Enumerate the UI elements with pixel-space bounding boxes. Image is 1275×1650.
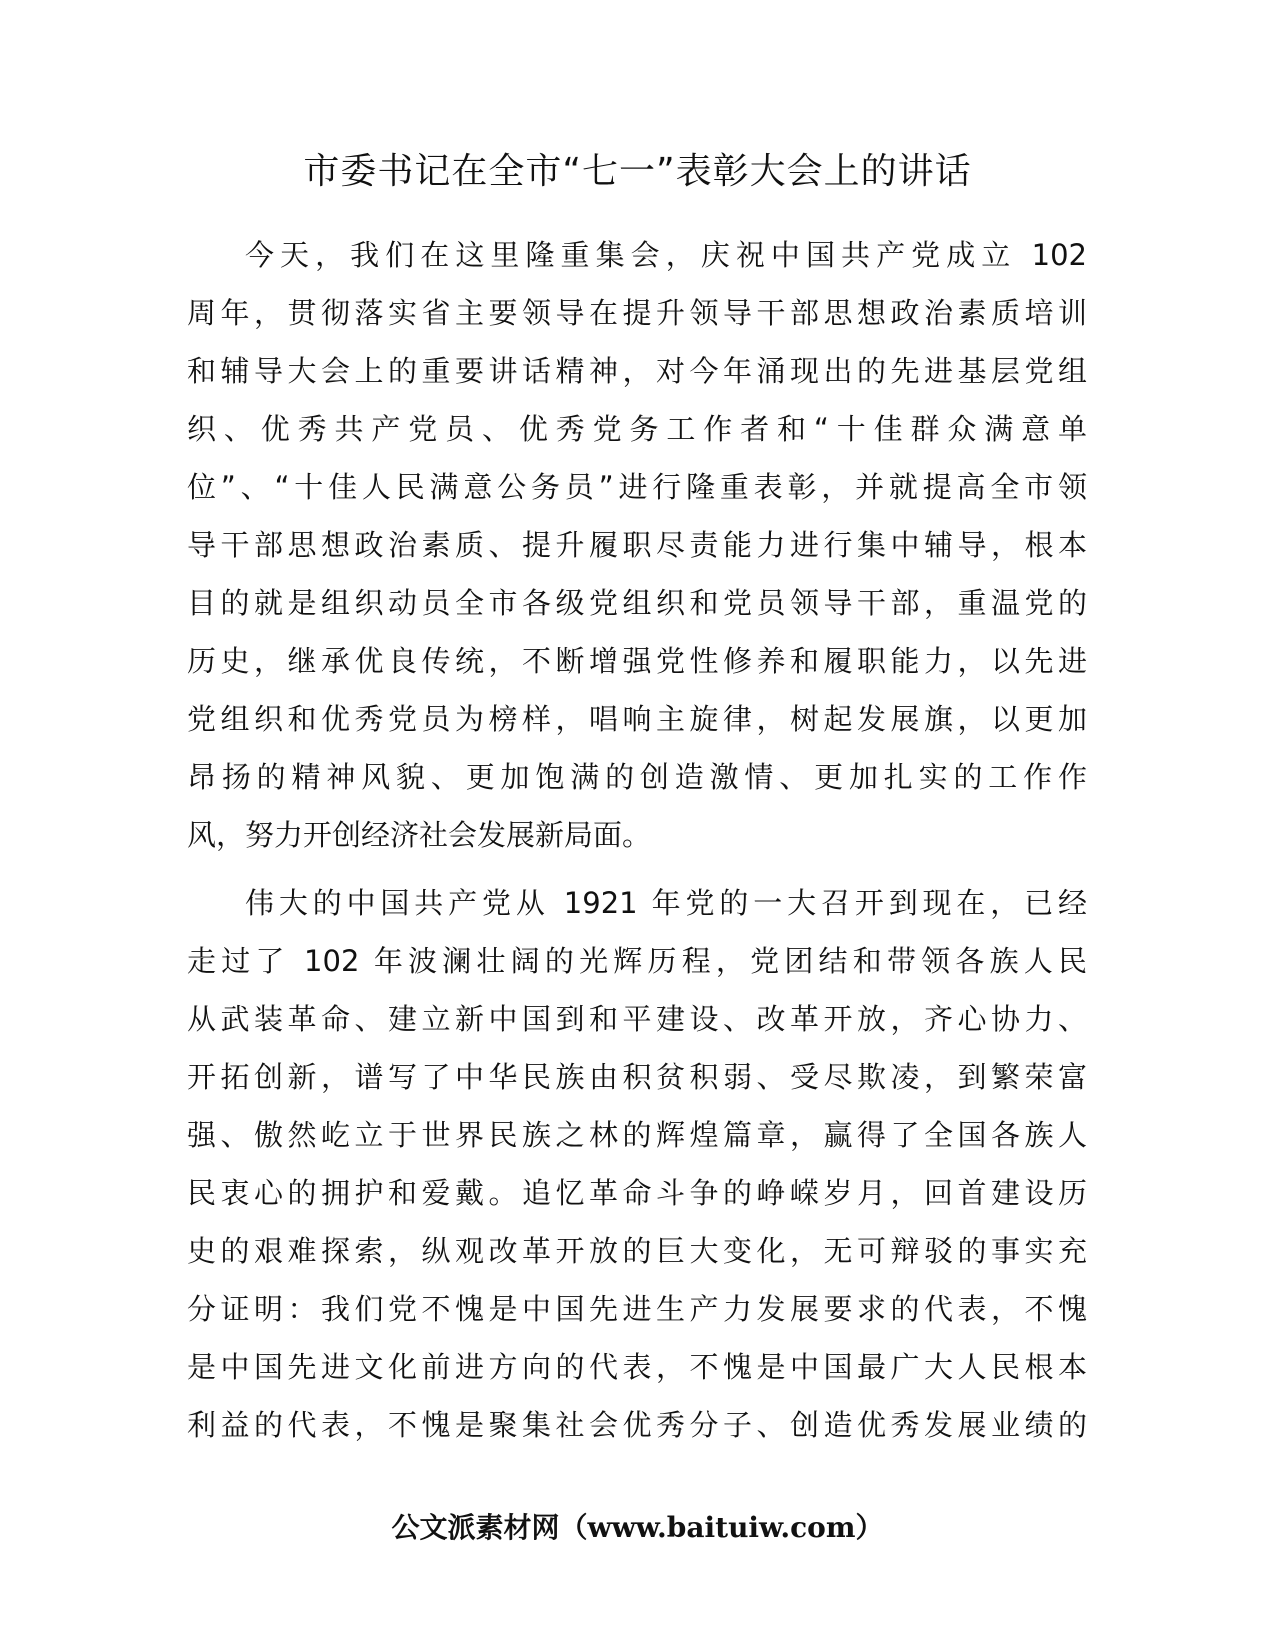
paragraph-2-line-2: 走过了 102 年波澜壮阔的光辉历程，党团结和带领各族人民	[187, 944, 1087, 978]
paragraph-1-line-8: 历史，继承优良传统，不断增强党性修养和履职能力，以先进	[187, 644, 1087, 678]
footer-watermark: 公文派素材网（www.baituiw.com）	[391, 1511, 884, 1544]
paragraph-2-line-3: 从武装革命、建立新中国到和平建设、改革开放，齐心协力、	[187, 1002, 1087, 1036]
document-title: 市委书记在全市“七一”表彰大会上的讲话	[303, 151, 972, 192]
paragraph-spacer	[187, 864, 1087, 874]
paragraph-1-line-4: 织、优秀共产党员、优秀党务工作者和“十佳群众满意单	[187, 412, 1087, 446]
paragraph-2-line-8: 分证明：我们党不愧是中国先进生产力发展要求的代表，不愧	[187, 1292, 1087, 1326]
paragraph-1-line-7: 目的就是组织动员全市各级党组织和党员领导干部，重温党的	[187, 586, 1087, 620]
paragraph-1-line-2: 周年，贯彻落实省主要领导在提升领导干部思想政治素质培训	[187, 296, 1087, 330]
paragraph-2-line-9: 是中国先进文化前进方向的代表，不愧是中国最广大人民根本	[187, 1350, 1087, 1384]
document-body	[187, 226, 1087, 1454]
paragraph-1-line-1: 今天，我们在这里隆重集会，庆祝中国共产党成立 102	[245, 238, 1087, 272]
paragraph-1-line-3: 和辅导大会上的重要讲话精神，对今年涌现出的先进基层党组	[187, 354, 1087, 388]
paragraph-2-line-5: 强、傲然屹立于世界民族之林的辉煌篇章，赢得了全国各族人	[187, 1118, 1087, 1152]
paragraph-1-line-9: 党组织和优秀党员为榜样，唱响主旋律，树起发展旗，以更加	[187, 702, 1087, 736]
paragraph-1-line-10: 昂扬的精神风貌、更加饱满的创造激情、更加扎实的工作作	[187, 760, 1087, 794]
paragraph-1-line-11: 风，努力开创经济社会发展新局面。	[187, 818, 652, 852]
paragraph-2-line-4: 开拓创新，谱写了中华民族由积贫积弱、受尽欺凌，到繁荣富	[187, 1060, 1087, 1094]
paragraph-2-line-7: 史的艰难探索，纵观改革开放的巨大变化，无可辩驳的事实充	[187, 1234, 1087, 1268]
paragraph-2-line-6: 民衷心的拥护和爱戴。追忆革命斗争的峥嵘岁月，回首建设历	[187, 1176, 1087, 1210]
paragraph-2-line-10: 利益的代表，不愧是聚集社会优秀分子、创造优秀发展业绩的	[187, 1408, 1087, 1442]
paragraph-1-line-5: 位”、“十佳人民满意公务员”进行隆重表彰，并就提高全市领	[187, 470, 1087, 504]
paragraph-1-line-6: 导干部思想政治素质、提升履职尽责能力进行集中辅导，根本	[187, 528, 1087, 562]
paragraph-2-line-1: 伟大的中国共产党从 1921 年党的一大召开到现在，已经	[245, 886, 1087, 920]
